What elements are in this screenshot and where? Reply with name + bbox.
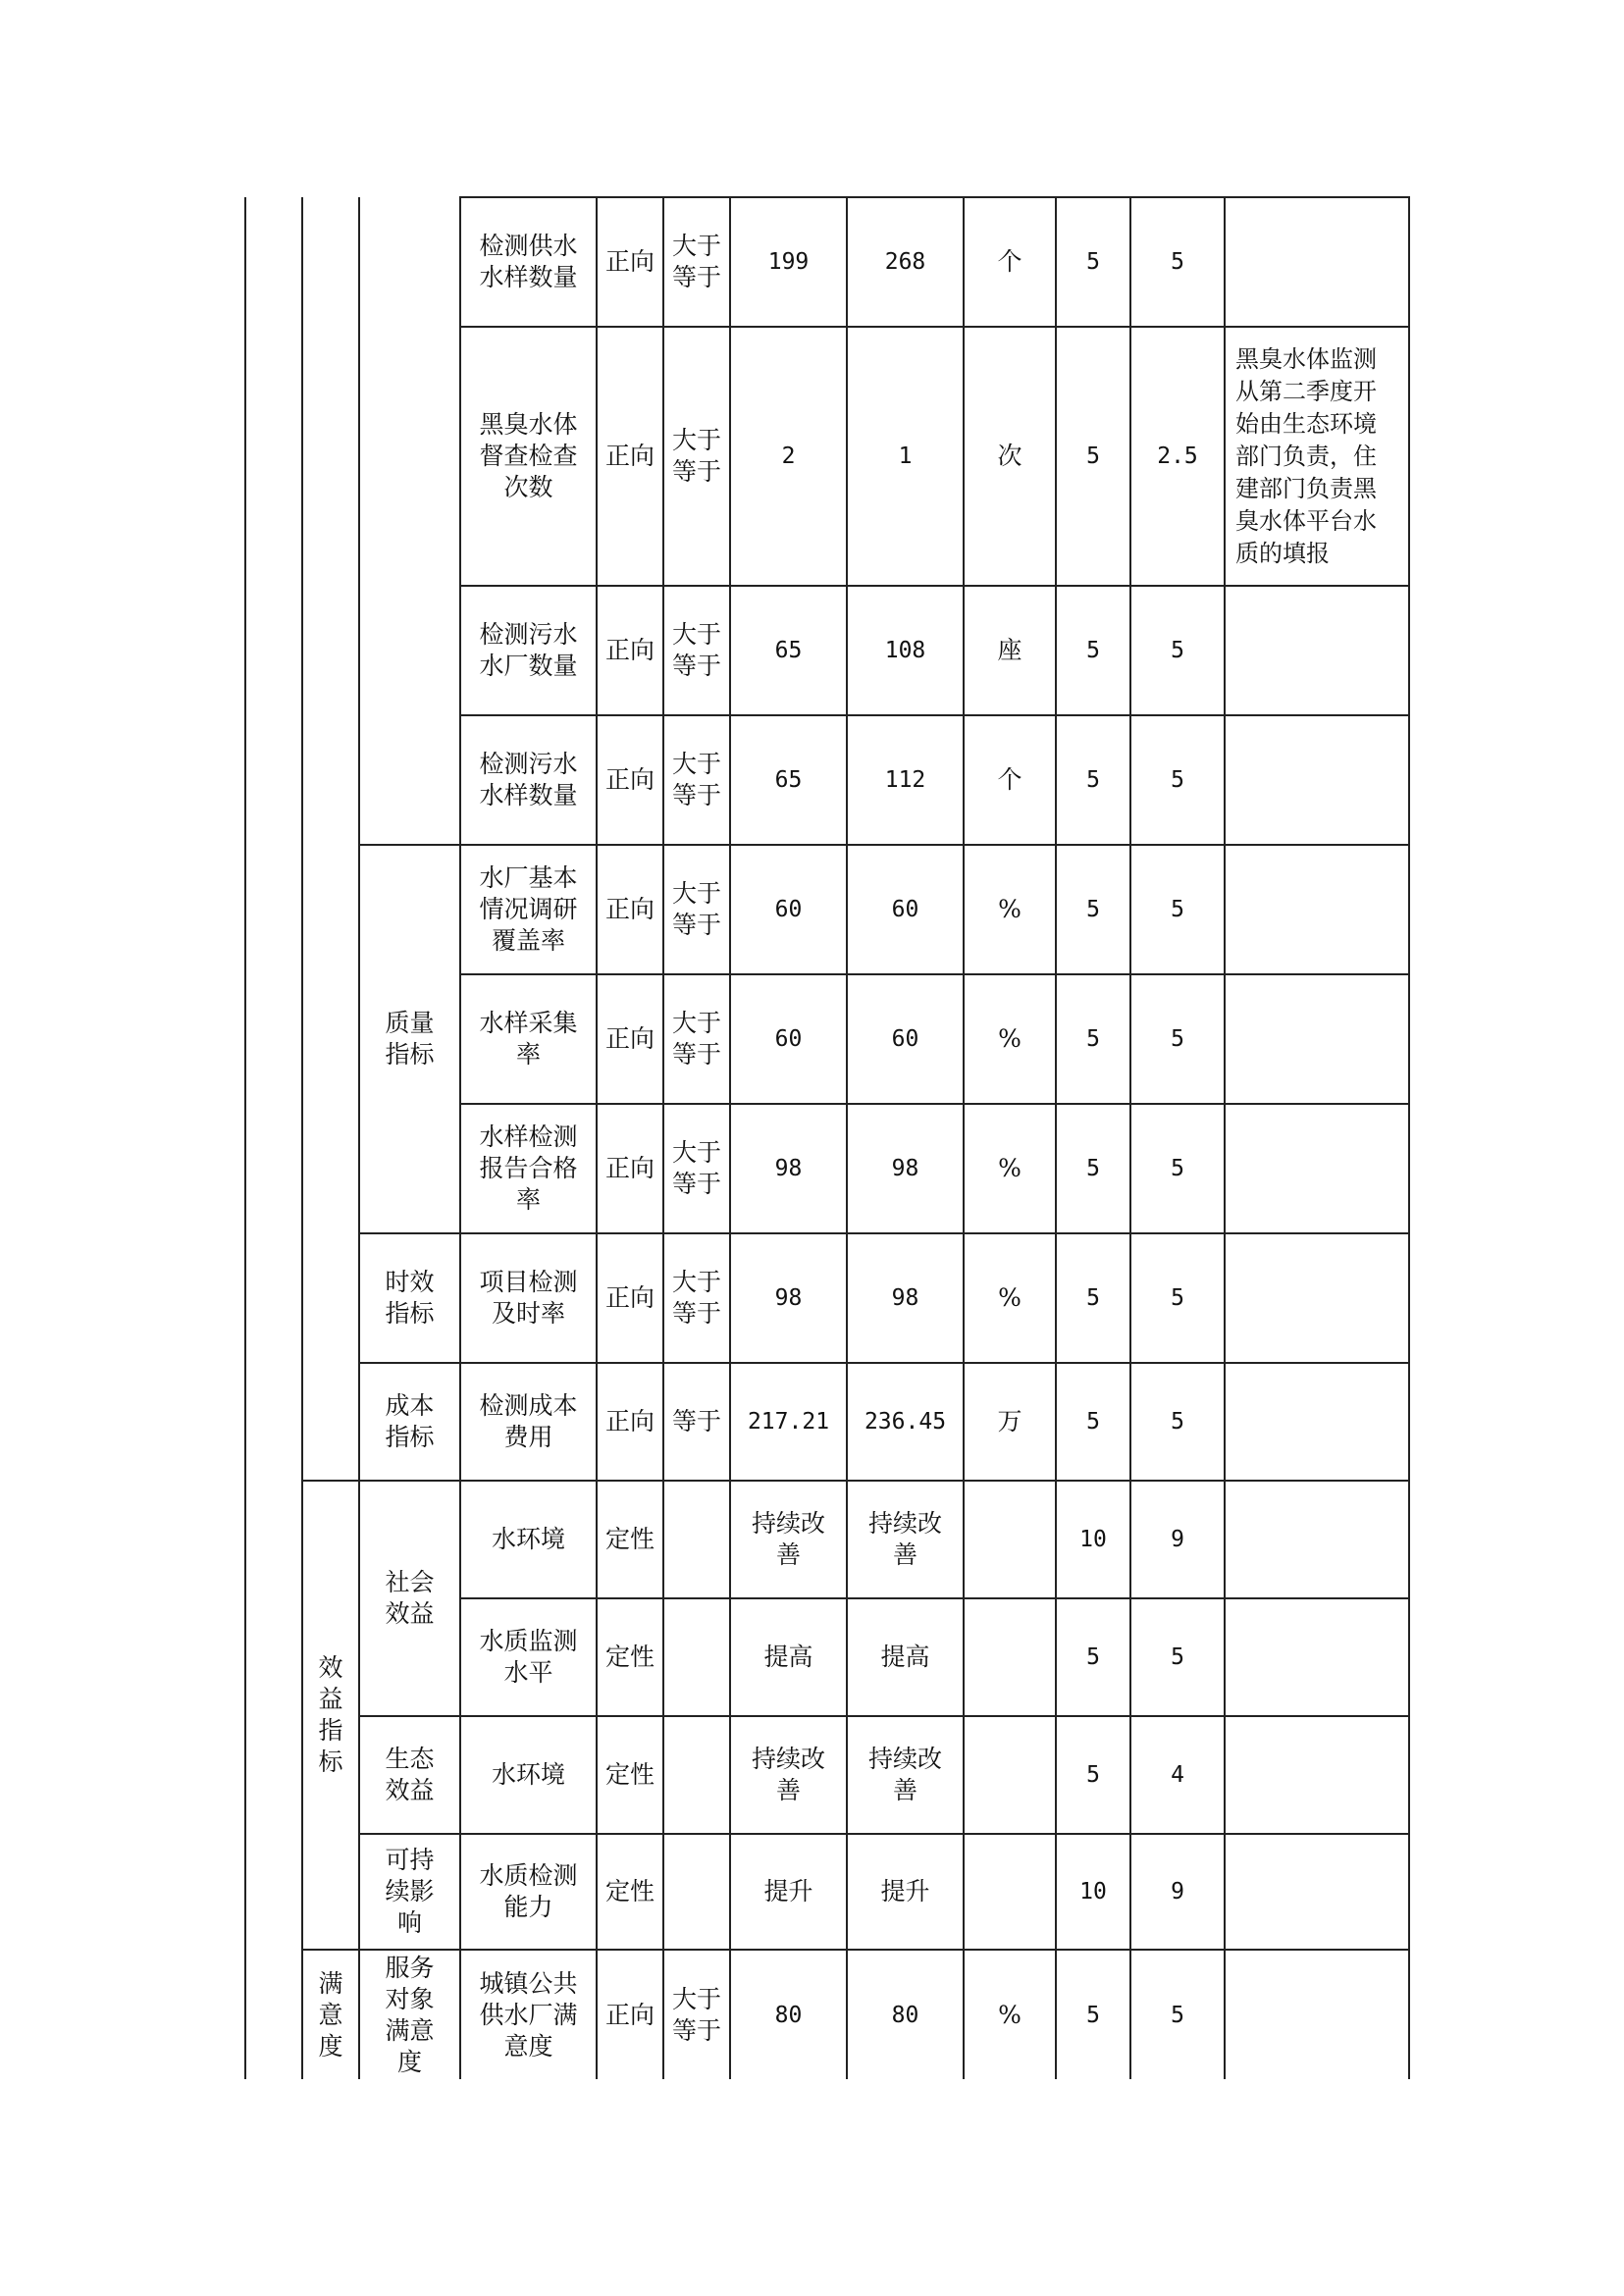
direction-cell: 定性 bbox=[597, 1716, 663, 1834]
target-cell: 60 bbox=[730, 845, 847, 974]
unit-cell bbox=[964, 1716, 1056, 1834]
target-cell: 提高 bbox=[730, 1598, 847, 1716]
actual-cell: 提高 bbox=[847, 1598, 964, 1716]
score-cell: 5 bbox=[1130, 1950, 1225, 2079]
target-cell: 217.21 bbox=[730, 1363, 847, 1481]
unit-cell: 个 bbox=[964, 197, 1056, 327]
unit-cell: % bbox=[964, 845, 1056, 974]
actual-cell: 112 bbox=[847, 715, 964, 845]
group-cell-quality: 质量指标 bbox=[359, 845, 460, 1233]
group-cell-ecological: 生态效益 bbox=[359, 1716, 460, 1834]
score-cell: 5 bbox=[1130, 197, 1225, 327]
target-cell: 2 bbox=[730, 327, 847, 586]
direction-cell: 定性 bbox=[597, 1598, 663, 1716]
note-cell bbox=[1225, 1363, 1409, 1481]
note-cell bbox=[1225, 586, 1409, 715]
actual-cell: 236.45 bbox=[847, 1363, 964, 1481]
group-cell-cost: 成本指标 bbox=[359, 1363, 460, 1481]
unit-cell: 座 bbox=[964, 586, 1056, 715]
score-cell: 5 bbox=[1130, 1363, 1225, 1481]
target-cell: 65 bbox=[730, 586, 847, 715]
comparison-cell: 大于等于 bbox=[663, 715, 730, 845]
score-cell: 5 bbox=[1130, 845, 1225, 974]
unit-cell: 次 bbox=[964, 327, 1056, 586]
note-cell bbox=[1225, 1950, 1409, 2079]
weight-cell: 10 bbox=[1056, 1481, 1130, 1598]
indicator-cell: 检测污水水厂数量 bbox=[460, 586, 597, 715]
actual-cell: 提升 bbox=[847, 1834, 964, 1950]
unit-cell: % bbox=[964, 1104, 1056, 1233]
score-cell: 5 bbox=[1130, 1104, 1225, 1233]
note-cell bbox=[1225, 715, 1409, 845]
comparison-cell: 大于等于 bbox=[663, 845, 730, 974]
comparison-cell: 大于等于 bbox=[663, 586, 730, 715]
level1-cell-output bbox=[245, 197, 302, 1481]
indicator-cell: 项目检测及时率 bbox=[460, 1233, 597, 1363]
indicator-cell: 检测成本费用 bbox=[460, 1363, 597, 1481]
unit-cell bbox=[964, 1481, 1056, 1598]
group-cell-satisfaction: 服务对象满意度 bbox=[359, 1950, 460, 2079]
actual-cell: 持续改善 bbox=[847, 1481, 964, 1598]
unit-cell: % bbox=[964, 1950, 1056, 2079]
table-row bbox=[245, 1834, 1409, 1950]
category-cell-benefit bbox=[302, 1481, 359, 1950]
direction-cell: 定性 bbox=[597, 1834, 663, 1950]
weight-cell: 5 bbox=[1056, 1598, 1130, 1716]
weight-cell: 5 bbox=[1056, 1716, 1130, 1834]
score-cell: 2.5 bbox=[1130, 327, 1225, 586]
target-cell: 98 bbox=[730, 1104, 847, 1233]
comparison-cell: 大于等于 bbox=[663, 327, 730, 586]
note-cell bbox=[1225, 974, 1409, 1104]
note-cell bbox=[1225, 1233, 1409, 1363]
comparison-cell: 等于 bbox=[663, 1363, 730, 1481]
actual-cell: 60 bbox=[847, 974, 964, 1104]
table-row bbox=[245, 1716, 1409, 1834]
actual-cell: 80 bbox=[847, 1950, 964, 2079]
note-cell bbox=[1225, 1598, 1409, 1716]
actual-cell: 98 bbox=[847, 1104, 964, 1233]
target-cell: 持续改善 bbox=[730, 1716, 847, 1834]
table-row bbox=[245, 1233, 1409, 1363]
direction-cell: 正向 bbox=[597, 1363, 663, 1481]
score-cell: 4 bbox=[1130, 1716, 1225, 1834]
direction-cell: 定性 bbox=[597, 1481, 663, 1598]
indicator-cell: 水样检测报告合格率 bbox=[460, 1104, 597, 1233]
direction-cell: 正向 bbox=[597, 1950, 663, 2079]
comparison-cell bbox=[663, 1716, 730, 1834]
category-label: 满 意 度 bbox=[318, 1968, 343, 2061]
weight-cell: 5 bbox=[1056, 1233, 1130, 1363]
group-cell-timeliness: 时效指标 bbox=[359, 1233, 460, 1363]
indicator-cell: 水样采集率 bbox=[460, 974, 597, 1104]
direction-cell: 正向 bbox=[597, 1104, 663, 1233]
comparison-cell bbox=[663, 1834, 730, 1950]
unit-cell bbox=[964, 1598, 1056, 1716]
note-cell bbox=[1225, 197, 1409, 327]
indicator-cell: 检测污水水样数量 bbox=[460, 715, 597, 845]
target-cell: 98 bbox=[730, 1233, 847, 1363]
unit-cell: % bbox=[964, 1233, 1056, 1363]
target-cell: 65 bbox=[730, 715, 847, 845]
target-cell: 199 bbox=[730, 197, 847, 327]
score-cell: 5 bbox=[1130, 974, 1225, 1104]
unit-cell: 万 bbox=[964, 1363, 1056, 1481]
unit-cell bbox=[964, 1834, 1056, 1950]
score-cell: 5 bbox=[1130, 1233, 1225, 1363]
level2-cell-output bbox=[302, 197, 359, 1481]
comparison-cell: 大于等于 bbox=[663, 197, 730, 327]
comparison-cell: 大于等于 bbox=[663, 974, 730, 1104]
weight-cell: 5 bbox=[1056, 974, 1130, 1104]
note-cell bbox=[1225, 1481, 1409, 1598]
actual-cell: 98 bbox=[847, 1233, 964, 1363]
weight-cell: 5 bbox=[1056, 586, 1130, 715]
score-cell: 5 bbox=[1130, 1598, 1225, 1716]
table-row bbox=[245, 1481, 1409, 1598]
weight-cell: 10 bbox=[1056, 1834, 1130, 1950]
weight-cell: 5 bbox=[1056, 197, 1130, 327]
direction-cell: 正向 bbox=[597, 715, 663, 845]
category-cell-satisfaction bbox=[302, 1950, 359, 2079]
note-cell bbox=[1225, 845, 1409, 974]
score-cell: 5 bbox=[1130, 715, 1225, 845]
performance-table-sheet bbox=[244, 196, 1408, 2081]
weight-cell: 5 bbox=[1056, 327, 1130, 586]
indicator-cell: 水质检测能力 bbox=[460, 1834, 597, 1950]
note-cell bbox=[1225, 1834, 1409, 1950]
indicator-cell: 水质监测水平 bbox=[460, 1598, 597, 1716]
actual-cell: 108 bbox=[847, 586, 964, 715]
actual-cell: 持续改善 bbox=[847, 1716, 964, 1834]
table-row bbox=[245, 1950, 1409, 2079]
group-cell-sustainable: 可持续影响 bbox=[359, 1834, 460, 1950]
indicator-cell: 水环境 bbox=[460, 1481, 597, 1598]
table-row bbox=[245, 845, 1409, 974]
direction-cell: 正向 bbox=[597, 586, 663, 715]
direction-cell: 正向 bbox=[597, 197, 663, 327]
unit-cell: 个 bbox=[964, 715, 1056, 845]
weight-cell: 5 bbox=[1056, 715, 1130, 845]
indicator-cell: 城镇公共供水厂满意度 bbox=[460, 1950, 597, 2079]
direction-cell: 正向 bbox=[597, 1233, 663, 1363]
target-cell: 80 bbox=[730, 1950, 847, 2079]
comparison-cell: 大于等于 bbox=[663, 1233, 730, 1363]
note-cell bbox=[1225, 1104, 1409, 1233]
indicator-cell: 水环境 bbox=[460, 1716, 597, 1834]
comparison-cell: 大于等于 bbox=[663, 1950, 730, 2079]
score-cell: 9 bbox=[1130, 1834, 1225, 1950]
note-cell: 黑臭水体监测从第二季度开始由生态环境部门负责，住建部门负责黑臭水体平台水质的填报 bbox=[1225, 327, 1409, 586]
target-cell: 提升 bbox=[730, 1834, 847, 1950]
actual-cell: 60 bbox=[847, 845, 964, 974]
performance-indicator-table bbox=[244, 196, 1410, 2079]
direction-cell: 正向 bbox=[597, 974, 663, 1104]
level3-cell-quantity bbox=[359, 197, 460, 845]
comparison-cell: 大于等于 bbox=[663, 1104, 730, 1233]
weight-cell: 5 bbox=[1056, 1104, 1130, 1233]
category-label: 效 益 指 标 bbox=[318, 1653, 343, 1776]
indicator-cell: 水厂基本情况调研覆盖率 bbox=[460, 845, 597, 974]
weight-cell: 5 bbox=[1056, 1363, 1130, 1481]
table-row bbox=[245, 1363, 1409, 1481]
comparison-cell bbox=[663, 1598, 730, 1716]
level1-cell-benefit bbox=[245, 1481, 302, 2079]
actual-cell: 268 bbox=[847, 197, 964, 327]
target-cell: 持续改善 bbox=[730, 1481, 847, 1598]
unit-cell: % bbox=[964, 974, 1056, 1104]
table-row bbox=[245, 197, 1409, 327]
note-cell bbox=[1225, 1716, 1409, 1834]
score-cell: 9 bbox=[1130, 1481, 1225, 1598]
group-cell-social: 社会效益 bbox=[359, 1481, 460, 1716]
comparison-cell bbox=[663, 1481, 730, 1598]
direction-cell: 正向 bbox=[597, 327, 663, 586]
indicator-cell: 黑臭水体督查检查次数 bbox=[460, 327, 597, 586]
score-cell: 5 bbox=[1130, 586, 1225, 715]
weight-cell: 5 bbox=[1056, 1950, 1130, 2079]
indicator-cell: 检测供水水样数量 bbox=[460, 197, 597, 327]
direction-cell: 正向 bbox=[597, 845, 663, 974]
target-cell: 60 bbox=[730, 974, 847, 1104]
actual-cell: 1 bbox=[847, 327, 964, 586]
weight-cell: 5 bbox=[1056, 845, 1130, 974]
